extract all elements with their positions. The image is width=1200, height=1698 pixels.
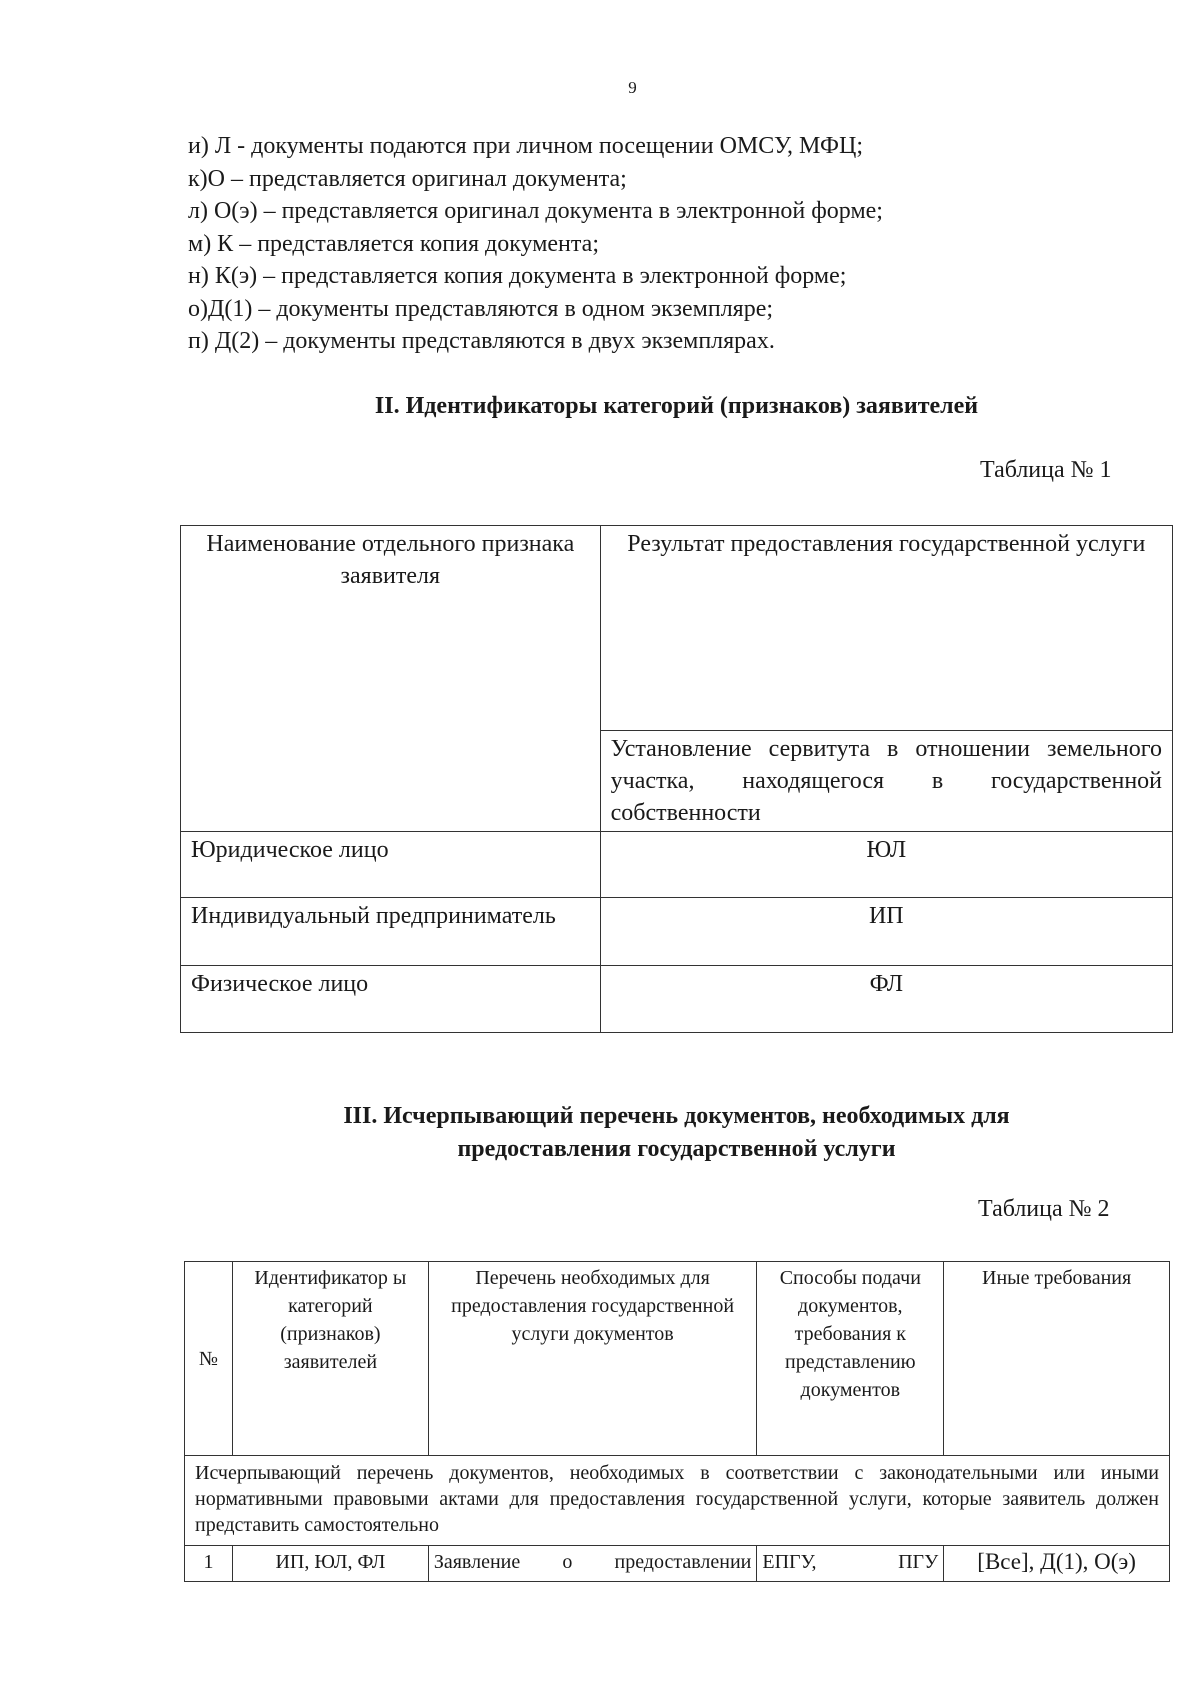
legend-item: м) К – представляется копия документа; [188, 230, 599, 257]
header-documents: Перечень необходимых для предоставления государственной услуги документов [428, 1262, 757, 1456]
legend-item: к)О – представляется оригинал документа; [188, 165, 627, 192]
row-method-pgu: ПГУ [898, 1551, 939, 1573]
category-name: Юридическое лицо [181, 832, 601, 898]
header-other-requirements: Иные требования [944, 1262, 1170, 1456]
documents-table [184, 1261, 1170, 1582]
applicant-categories-table [180, 525, 1173, 1033]
category-code: ФЛ [600, 966, 1172, 1033]
section-3-heading-line-1: III. Исчерпывающий перечень документов, необходимых для [343, 1103, 1010, 1129]
abbreviation-legend [188, 130, 1088, 358]
row-document: Заявление о предоставлении [428, 1546, 757, 1582]
documents-span-text: Исчерпывающий перечень документов, необходимых в соответствии с законодательными или иными нормативными правовыми актами для предоставления государственной услуги, которые заявитель должен представить самостоятельно [185, 1456, 1170, 1546]
category-name: Физическое лицо [181, 966, 601, 1033]
result-value: Установление сервитута в отношении земельного участка, находящегося в государственной собственности [610, 736, 1162, 826]
row-methods-cell [757, 1546, 944, 1582]
row-other: [Все], Д(1), О(э) [944, 1546, 1170, 1582]
header-number: № [185, 1262, 233, 1456]
header-result: Результат предоставления государственной услуги [627, 531, 1146, 557]
table-2-caption: Таблица № 2 [978, 1196, 1110, 1222]
legend-item: и) Л - документы подаются при личном посещении ОМСУ, МФЦ; [188, 133, 863, 159]
header-name-cell [181, 526, 601, 832]
row-number: 1 [185, 1546, 233, 1582]
table-row [185, 1546, 1170, 1582]
legend-item: п) Д(2) – документы представляются в двух экземплярах. [188, 328, 775, 354]
page-number: 9 [628, 78, 637, 97]
section-2-heading: II. Идентификаторы категорий (признаков) заявителей [374, 393, 979, 419]
legend-item: л) О(э) – представляется оригинал документа в электронной форме; [188, 198, 883, 224]
section-3-heading-line-2: предоставления государственной услуги [457, 1136, 896, 1162]
table-row [181, 966, 1173, 1033]
table-row [181, 832, 1173, 898]
section-3-heading [180, 1100, 1173, 1166]
row-categories: ИП, ЮЛ, ФЛ [232, 1546, 428, 1582]
table-row [181, 898, 1173, 966]
legend-item: н) К(э) – представляется копия документа в электронной форме; [188, 263, 847, 289]
table-1-caption: Таблица № 1 [980, 457, 1112, 483]
legend-item: о)Д(1) – документы представляются в одном экземпляре; [188, 295, 774, 322]
row-method-epgu: ЕПГУ, [762, 1551, 817, 1573]
header-categories: Идентификатор ы категорий (признаков) заявителей [232, 1262, 428, 1456]
category-name: Индивидуальный предприниматель [181, 898, 601, 966]
header-result-cell [600, 526, 1172, 731]
header-name: Наименование отдельного признака заявителя [206, 531, 575, 589]
category-code: ИП [600, 898, 1172, 966]
category-code: ЮЛ [600, 832, 1172, 898]
header-submission-methods: Способы подачи документов, требования к представлению документов [757, 1262, 944, 1456]
result-value-cell [600, 731, 1172, 832]
